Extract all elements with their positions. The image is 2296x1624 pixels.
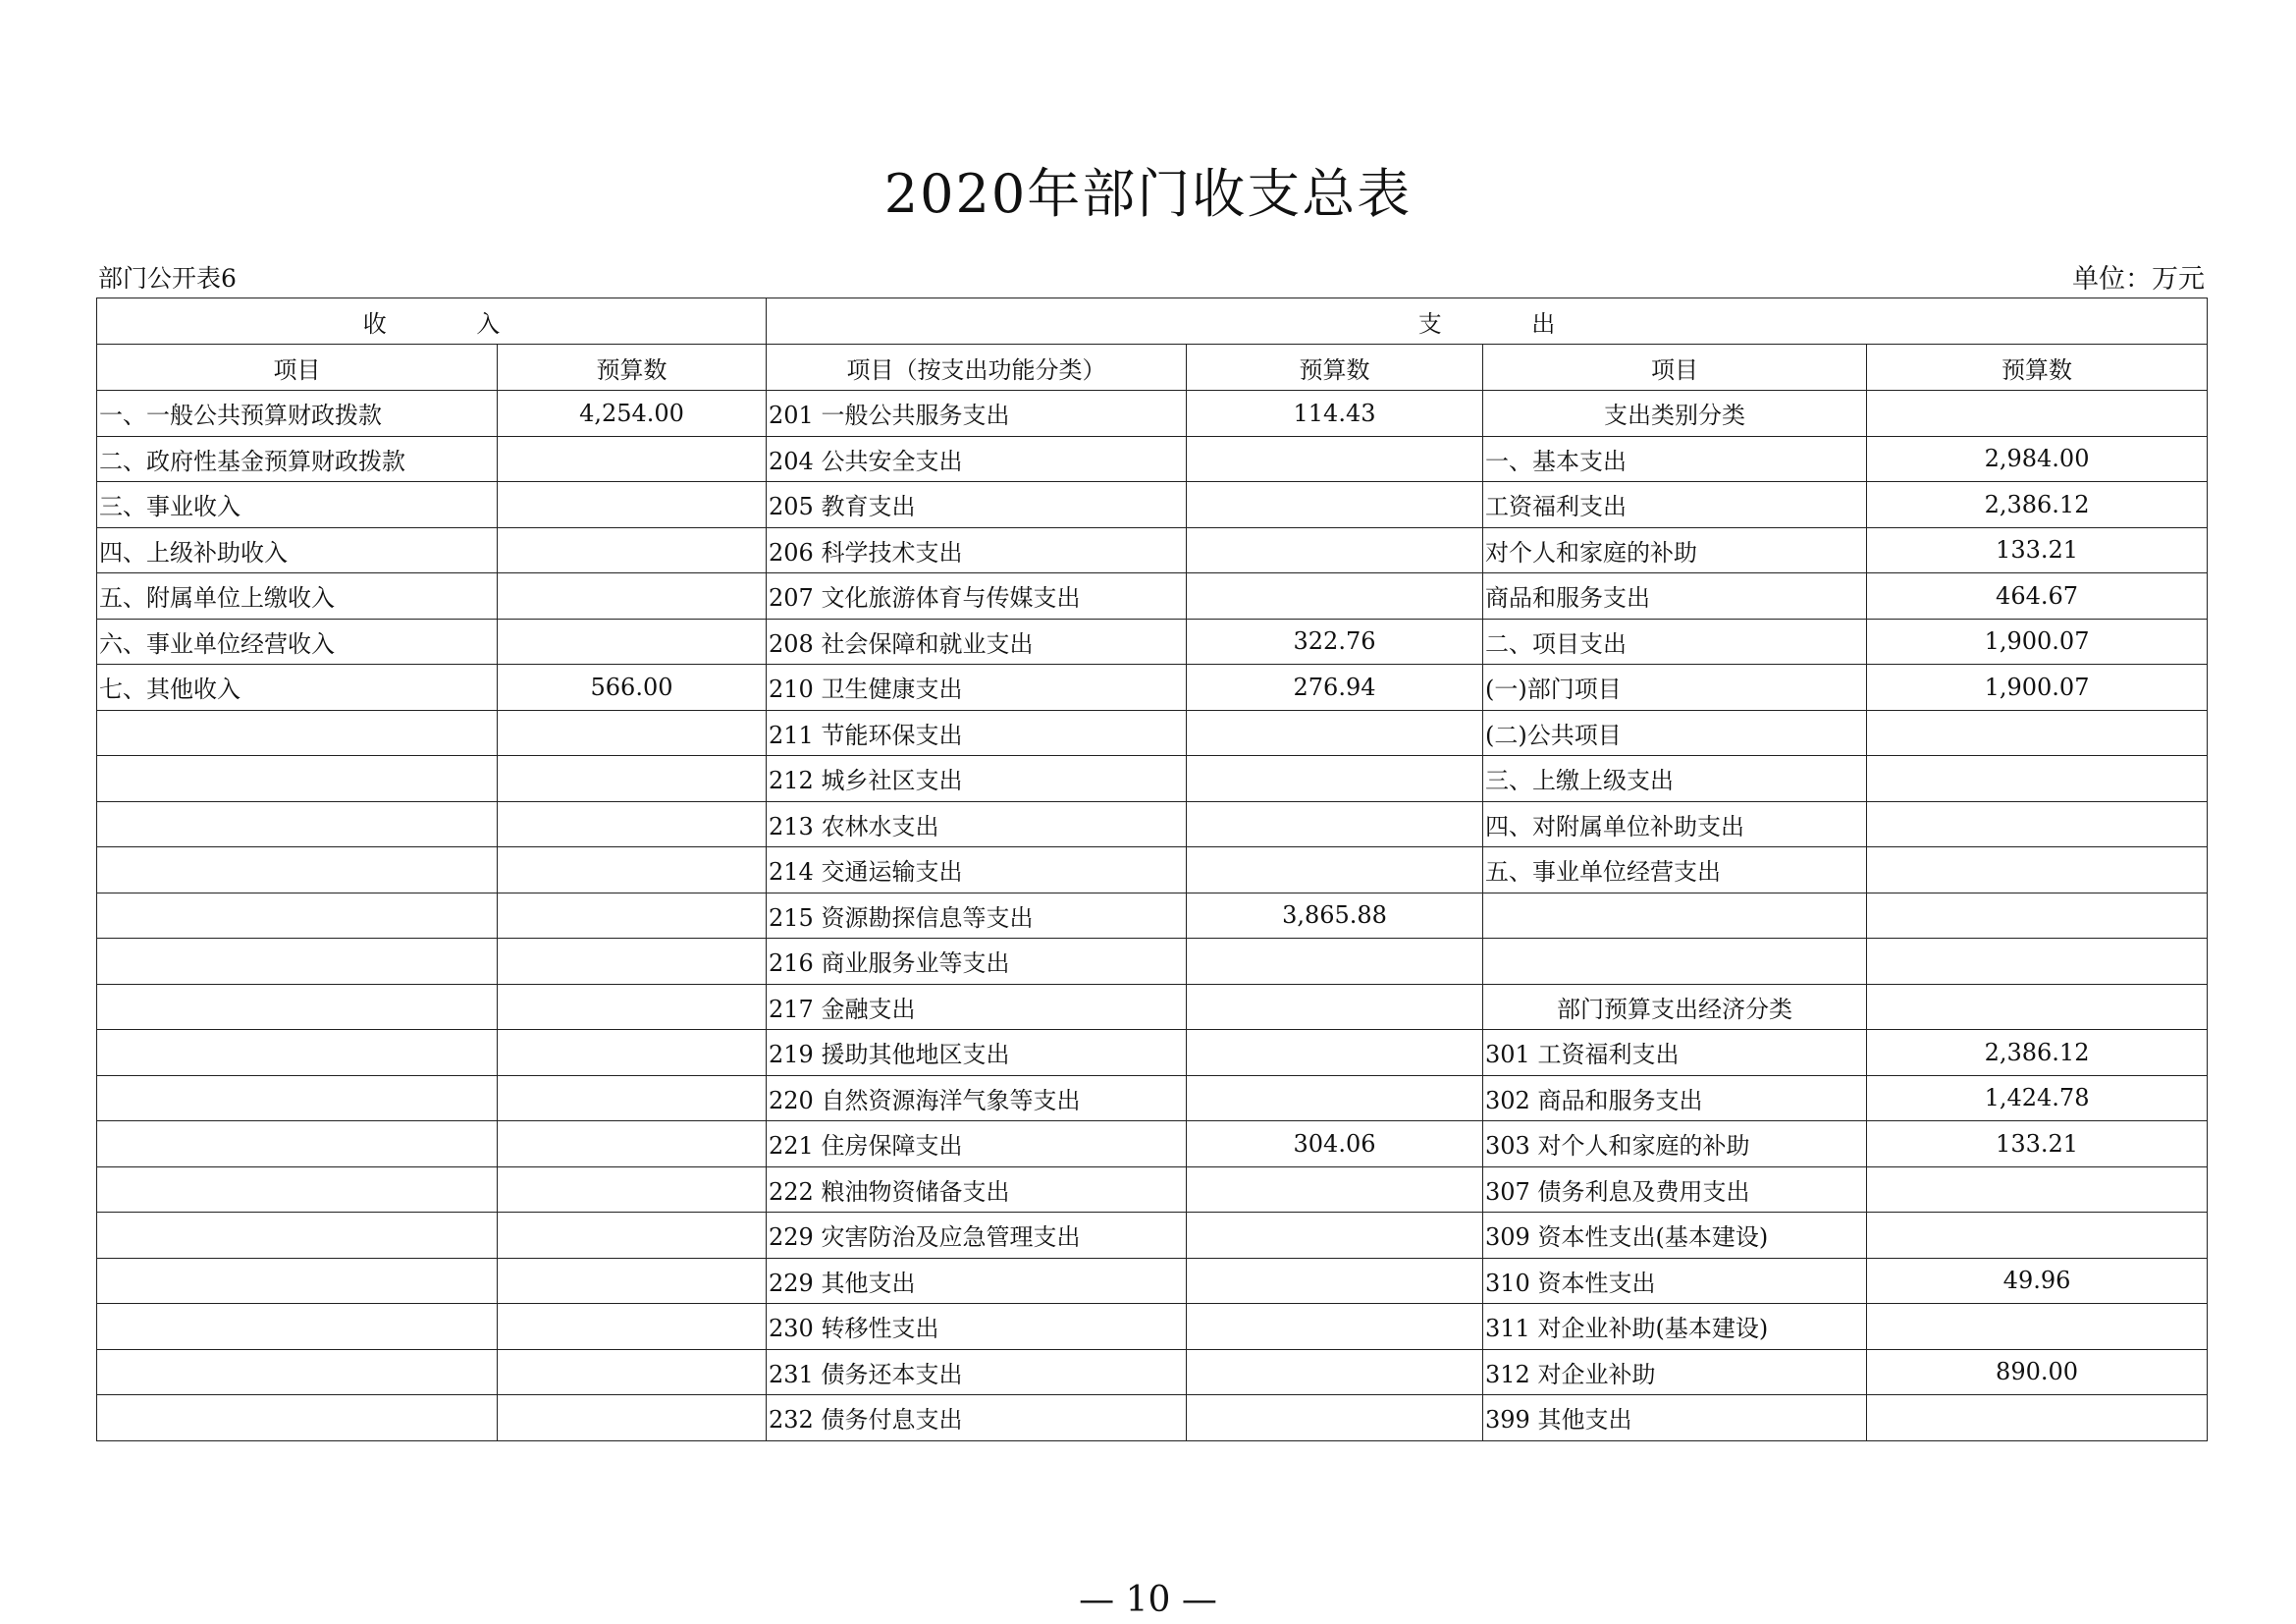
income-amount-cell	[498, 801, 767, 847]
cat-amount-cell: 464.67	[1867, 573, 2208, 620]
func-amount-cell	[1187, 573, 1483, 620]
income-item-cell	[97, 939, 498, 985]
func-amount-cell	[1187, 1075, 1483, 1121]
func-item-cell: 214 交通运输支出	[767, 847, 1187, 893]
table-row	[97, 893, 2208, 939]
cat-item-cell: 302 商品和服务支出	[1483, 1075, 1867, 1121]
income-amount-cell	[498, 984, 767, 1030]
column-header-row	[97, 345, 2208, 391]
func-amount-cell	[1187, 1258, 1483, 1304]
func-item-cell: 211 节能环保支出	[767, 710, 1187, 756]
income-item-cell	[97, 801, 498, 847]
cat-amount-cell: 2,984.00	[1867, 436, 2208, 482]
income-amount-cell	[498, 573, 767, 620]
income-item-cell	[97, 1304, 498, 1350]
income-amount-cell: 566.00	[498, 665, 767, 711]
table-row	[97, 1213, 2208, 1259]
table-row	[97, 482, 2208, 528]
income-item-cell	[97, 1030, 498, 1076]
func-item-cell: 231 债务还本支出	[767, 1349, 1187, 1395]
cat-amount-cell	[1867, 847, 2208, 893]
func-amount-cell	[1187, 436, 1483, 482]
table-row	[97, 801, 2208, 847]
func-amount-cell: 304.06	[1187, 1121, 1483, 1167]
form-label: 部门公开表6	[98, 264, 237, 293]
func-amount-cell: 322.76	[1187, 619, 1483, 665]
cat-item-cell: 303 对个人和家庭的补助	[1483, 1121, 1867, 1167]
cat-amount-cell: 2,386.12	[1867, 482, 2208, 528]
table-row	[97, 665, 2208, 711]
cat-amount-cell: 1,900.07	[1867, 619, 2208, 665]
income-amount-cell	[498, 1075, 767, 1121]
income-item-cell	[97, 1075, 498, 1121]
income-amount-cell	[498, 1030, 767, 1076]
func-amount-cell	[1187, 710, 1483, 756]
cat-item-cell: 四、对附属单位补助支出	[1483, 801, 1867, 847]
income-item-cell	[97, 710, 498, 756]
income-amount-cell	[498, 847, 767, 893]
func-amount-cell	[1187, 1304, 1483, 1350]
cat-amount-cell	[1867, 710, 2208, 756]
func-item-cell: 213 农林水支出	[767, 801, 1187, 847]
cat-amount-cell: 1,424.78	[1867, 1075, 2208, 1121]
income-item-cell: 五、附属单位上缴收入	[97, 573, 498, 620]
cat-amount-cell	[1867, 1166, 2208, 1213]
cat-item-cell: 311 对企业补助(基本建设)	[1483, 1304, 1867, 1350]
cat-amount-cell	[1867, 1304, 2208, 1350]
income-item-header: 项目	[97, 345, 498, 391]
cat-amount-cell: 49.96	[1867, 1258, 2208, 1304]
cat-item-cell: 对个人和家庭的补助	[1483, 527, 1867, 573]
cat-item-cell: 399 其他支出	[1483, 1395, 1867, 1441]
cat-item-cell: 307 债务利息及费用支出	[1483, 1166, 1867, 1213]
cat-item-cell: (二)公共项目	[1483, 710, 1867, 756]
income-amount-cell	[498, 710, 767, 756]
income-amount-cell	[498, 756, 767, 802]
page-number: — 10 —	[1079, 1580, 1217, 1620]
func-item-cell: 221 住房保障支出	[767, 1121, 1187, 1167]
income-item-cell	[97, 1121, 498, 1167]
table-row	[97, 939, 2208, 985]
cat-amount-cell: 133.21	[1867, 1121, 2208, 1167]
table-row	[97, 1304, 2208, 1350]
income-item-cell: 三、事业收入	[97, 482, 498, 528]
func-amount-cell	[1187, 1213, 1483, 1259]
table-row	[97, 756, 2208, 802]
func-item-cell: 205 教育支出	[767, 482, 1187, 528]
func-amount-cell: 276.94	[1187, 665, 1483, 711]
cat-item-cell: 309 资本性支出(基本建设)	[1483, 1213, 1867, 1259]
table-row	[97, 1030, 2208, 1076]
cat-item-cell: (一)部门项目	[1483, 665, 1867, 711]
income-amount-cell	[498, 619, 767, 665]
income-item-cell: 七、其他收入	[97, 665, 498, 711]
cat-amount-cell: 1,900.07	[1867, 665, 2208, 711]
table-row	[97, 1395, 2208, 1441]
income-amount-cell	[498, 1258, 767, 1304]
func-amount-cell	[1187, 939, 1483, 985]
group-header-row	[97, 298, 2208, 345]
cat-item-cell	[1483, 939, 1867, 985]
income-amount-cell	[498, 893, 767, 939]
table-row	[97, 1121, 2208, 1167]
func-amount-cell: 114.43	[1187, 391, 1483, 437]
func-item-cell: 229 灾害防治及应急管理支出	[767, 1213, 1187, 1259]
func-item-cell: 219 援助其他地区支出	[767, 1030, 1187, 1076]
func-item-cell: 208 社会保障和就业支出	[767, 619, 1187, 665]
income-item-cell: 一、一般公共预算财政拨款	[97, 391, 498, 437]
func-amount-cell	[1187, 1349, 1483, 1395]
income-item-cell: 六、事业单位经营收入	[97, 619, 498, 665]
cat-item-header: 项目	[1483, 345, 1867, 391]
cat-item-cell: 商品和服务支出	[1483, 573, 1867, 620]
func-item-cell: 207 文化旅游体育与传媒支出	[767, 573, 1187, 620]
func-item-cell: 229 其他支出	[767, 1258, 1187, 1304]
func-amount-cell	[1187, 1166, 1483, 1213]
func-item-cell: 204 公共安全支出	[767, 436, 1187, 482]
func-item-cell: 232 债务付息支出	[767, 1395, 1187, 1441]
income-amount-header: 预算数	[498, 345, 767, 391]
income-amount-cell	[498, 1166, 767, 1213]
income-item-cell	[97, 847, 498, 893]
cat-item-cell: 310 资本性支出	[1483, 1258, 1867, 1304]
income-amount-cell	[498, 1395, 767, 1441]
func-amount-cell	[1187, 756, 1483, 802]
income-item-cell	[97, 756, 498, 802]
cat-amount-cell	[1867, 756, 2208, 802]
table-row	[97, 1258, 2208, 1304]
cat-amount-cell	[1867, 893, 2208, 939]
income-item-cell	[97, 1395, 498, 1441]
cat-amount-header: 预算数	[1867, 345, 2208, 391]
income-amount-cell	[498, 482, 767, 528]
func-item-cell: 222 粮油物资储备支出	[767, 1166, 1187, 1213]
func-item-header: 项目（按支出功能分类）	[767, 345, 1187, 391]
func-amount-cell	[1187, 801, 1483, 847]
table-row	[97, 436, 2208, 482]
cat-amount-cell	[1867, 939, 2208, 985]
expense-group-header: 支 出	[767, 298, 2208, 345]
cat-amount-cell	[1867, 1213, 2208, 1259]
cat-item-cell: 部门预算支出经济分类	[1483, 984, 1867, 1030]
income-item-cell: 四、上级补助收入	[97, 527, 498, 573]
cat-item-cell: 301 工资福利支出	[1483, 1030, 1867, 1076]
income-amount-cell	[498, 939, 767, 985]
cat-item-cell: 一、基本支出	[1483, 436, 1867, 482]
func-item-cell: 215 资源勘探信息等支出	[767, 893, 1187, 939]
func-item-cell: 210 卫生健康支出	[767, 665, 1187, 711]
table-row	[97, 710, 2208, 756]
cat-amount-cell: 890.00	[1867, 1349, 2208, 1395]
func-item-cell: 206 科学技术支出	[767, 527, 1187, 573]
func-item-cell: 216 商业服务业等支出	[767, 939, 1187, 985]
income-amount-cell	[498, 1349, 767, 1395]
income-amount-cell: 4,254.00	[498, 391, 767, 437]
cat-item-cell: 五、事业单位经营支出	[1483, 847, 1867, 893]
table-row	[97, 527, 2208, 573]
func-amount-cell	[1187, 482, 1483, 528]
income-item-cell	[97, 1166, 498, 1213]
income-item-cell	[97, 1258, 498, 1304]
func-item-cell: 220 自然资源海洋气象等支出	[767, 1075, 1187, 1121]
cat-amount-cell	[1867, 984, 2208, 1030]
table-row	[97, 573, 2208, 620]
income-amount-cell	[498, 436, 767, 482]
func-item-cell: 201 一般公共服务支出	[767, 391, 1187, 437]
cat-item-cell: 工资福利支出	[1483, 482, 1867, 528]
cat-item-cell: 312 对企业补助	[1483, 1349, 1867, 1395]
cat-amount-cell	[1867, 1395, 2208, 1441]
income-item-cell	[97, 893, 498, 939]
table-row	[97, 619, 2208, 665]
func-item-cell: 212 城乡社区支出	[767, 756, 1187, 802]
cat-amount-cell: 133.21	[1867, 527, 2208, 573]
cat-item-cell	[1483, 893, 1867, 939]
income-item-cell	[97, 984, 498, 1030]
cat-item-cell: 二、项目支出	[1483, 619, 1867, 665]
cat-amount-cell: 2,386.12	[1867, 1030, 2208, 1076]
income-amount-cell	[498, 1213, 767, 1259]
func-amount-header: 预算数	[1187, 345, 1483, 391]
page-title: 2020年部门收支总表	[883, 163, 1413, 225]
unit-label: 单位：万元	[2072, 264, 2205, 295]
budget-table	[96, 298, 2208, 1441]
func-amount-cell	[1187, 1395, 1483, 1441]
table-row	[97, 984, 2208, 1030]
func-amount-cell	[1187, 847, 1483, 893]
table-row	[97, 391, 2208, 437]
func-amount-cell	[1187, 1030, 1483, 1076]
func-item-cell: 230 转移性支出	[767, 1304, 1187, 1350]
cat-item-cell: 三、上缴上级支出	[1483, 756, 1867, 802]
table-row	[97, 1075, 2208, 1121]
income-item-cell	[97, 1349, 498, 1395]
income-amount-cell	[498, 1121, 767, 1167]
income-item-cell: 二、政府性基金预算财政拨款	[97, 436, 498, 482]
func-amount-cell	[1187, 527, 1483, 573]
func-amount-cell	[1187, 984, 1483, 1030]
cat-amount-cell	[1867, 391, 2208, 437]
cat-amount-cell	[1867, 801, 2208, 847]
income-group-header: 收 入	[97, 298, 767, 345]
func-amount-cell: 3,865.88	[1187, 893, 1483, 939]
table-row	[97, 847, 2208, 893]
cat-item-cell: 支出类别分类	[1483, 391, 1867, 437]
func-item-cell: 217 金融支出	[767, 984, 1187, 1030]
income-amount-cell	[498, 527, 767, 573]
table-row	[97, 1166, 2208, 1213]
income-item-cell	[97, 1213, 498, 1259]
income-amount-cell	[498, 1304, 767, 1350]
table-row	[97, 1349, 2208, 1395]
